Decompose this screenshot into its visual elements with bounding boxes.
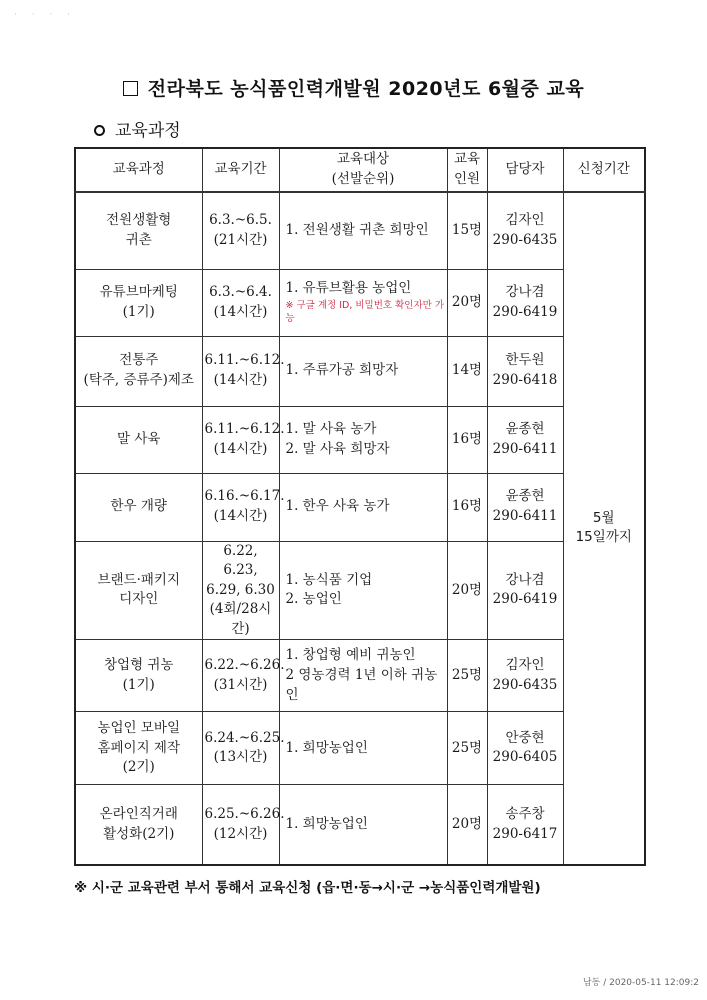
period-cell [202,785,285,865]
manager-line: 290-6405 [492,749,558,766]
course-line: 귀촌 [125,231,152,248]
course-line: 농업인 모바일 [97,719,181,736]
col-period-header [202,148,279,192]
target-item: 1. 주류가공 희망자 [285,362,399,379]
course-cell [75,336,202,406]
col-deadline-header [563,148,645,192]
table-row [75,473,645,541]
section-heading: 교육과정 [94,116,181,141]
period-cell [202,192,279,269]
period-line: 6.16.~6.17. [204,488,285,505]
manager-line: 290-6435 [492,231,558,248]
manager-line: 송주창 [505,806,545,822]
period-line: (14시간) [213,508,268,524]
scan-marks: · · · · [14,10,77,20]
target-cell [279,269,447,336]
target-note: ※ 구글 계정 ID, 비밀번호 확인자만 가능 [285,300,445,325]
course-line: 전통주 [119,352,159,369]
course-cell [75,785,202,865]
table-row [75,640,645,712]
count-cell: 25명 [447,640,487,712]
course-cell [75,712,202,785]
manager-line: 강나겸 [505,571,545,588]
target-cell [279,785,447,865]
manager-line: 290-6411 [492,440,558,457]
course-line: 활성화(2기) [103,825,175,842]
col-manager-header [487,148,563,192]
course-line: 브랜드·패키지 [97,571,181,588]
course-line: 한우 개량 [110,498,167,515]
header-line: 교육기간 [214,161,267,178]
course-line: (탁주, 증류주)제조 [83,372,194,388]
target-cell [279,192,447,269]
course-cell [75,269,202,336]
manager-cell [487,712,563,785]
course-line: 말 사육 [117,430,161,447]
table-row [75,269,645,336]
manager-line: 강나겸 [505,283,545,300]
count-cell: 20명 [447,785,487,865]
target-cell [279,473,447,541]
count-cell: 20명 [447,269,487,336]
period-line: (31시간) [213,676,268,693]
period-line: (14시간) [213,303,268,320]
manager-line: 290-6411 [492,508,558,524]
manager-cell [487,785,563,865]
course-line: (2기) [122,759,155,776]
target-cell [279,406,447,473]
target-item: 2. 말 사육 희망자 [285,440,390,457]
header-line: 인원 [453,171,481,187]
table-header-row [75,148,645,192]
target-item: 1. 농식품 기업 [285,571,373,588]
period-cell [202,269,279,336]
deadline-line: 5월 [592,509,615,526]
period-line: (14시간) [213,440,268,457]
period-line: 6.11.~6.12. [204,420,285,437]
manager-line: 290-6419 [492,303,558,320]
count-cell: 16명 [447,406,487,473]
deadline-cell [563,192,645,865]
table-row [75,712,645,785]
target-item: 2 영농경력 1년 이하 귀농인 [285,667,438,703]
target-cell [279,712,447,785]
period-line: 6.24.~6.25. [204,729,285,746]
manager-line: 290-6419 [492,591,558,608]
manager-line: 윤종현 [505,420,545,437]
period-line: 6.3.~6.5. [209,212,272,229]
period-cell [202,712,285,785]
manager-line: 290-6417 [492,825,558,842]
manager-line: 김자인 [505,657,545,674]
count-cell: 25명 [447,712,487,785]
period-cell [202,336,285,406]
count-cell: 20명 [447,541,487,640]
course-line: 디자인 [119,591,159,608]
period-line: 6.25.~6.26. [204,806,285,822]
print-footer: 남동 / 2020-05-11 12:09:2 [582,978,699,988]
manager-cell [487,640,563,712]
count-cell: 16명 [447,473,487,541]
target-cell [279,640,447,712]
col-course-header [75,148,202,192]
period-line: (14시간) [213,372,268,388]
period-cell [202,541,279,640]
period-line: 6.3.~6.4. [209,283,272,300]
course-cell [75,541,202,640]
course-cell [75,192,202,269]
table-row [75,406,645,473]
target-item: 2. 농업인 [285,591,342,608]
manager-line: 김자인 [505,212,545,229]
table-row [75,336,645,406]
table-row [75,785,645,865]
period-line: 6.22, 6.23, [223,542,258,579]
course-line: 유튜브마케팅 [99,283,178,300]
course-cell [75,406,202,473]
period-cell [202,406,285,473]
count-cell: 15명 [447,192,487,269]
target-item: 1. 창업형 예비 귀농인 [285,647,416,664]
target-cell [279,336,447,406]
target-item: 1. 한우 사육 농가 [285,498,390,515]
period-line: (4회/28시간) [209,601,272,637]
education-table [74,147,646,866]
target-item: 1. 유튜브활용 농업인 [285,279,412,296]
period-line: 6.22.~6.26. [204,657,285,674]
course-line: 창업형 귀농 [104,657,174,674]
manager-cell [487,473,563,541]
header-line: 교육과정 [112,161,165,178]
target-item: 1. 전원생활 귀촌 희망인 [285,221,429,238]
course-line: 온라인직거래 [99,806,178,822]
period-line: 6.29, 6.30 [206,581,275,598]
target-item: 1. 희망농업인 [285,815,368,832]
manager-line: 한두원 [505,352,545,369]
col-count-header [447,148,487,192]
course-line: (1기) [122,676,155,693]
course-line: 전원생활형 [106,212,172,229]
target-item: 1. 말 사육 농가 [285,420,377,437]
page-title: 전라북도 농식품인력개발원 2020년도 6월중 교육 [0,74,707,101]
application-footnote: ※ 시·군 교육관련 부서 통해서 교육신청 (읍·면·동→시·군 →농식품인력개발원) [74,880,541,896]
count-cell: 14명 [447,336,487,406]
period-line: (21시간) [213,231,268,248]
target-cell [279,541,447,640]
course-line: 홈페이지 제작 [97,739,181,756]
table-row [75,541,645,640]
manager-line: 290-6435 [492,676,558,693]
header-line: 신청기간 [577,161,630,178]
header-line: 담당자 [505,161,545,178]
period-cell [202,640,285,712]
manager-line: 290-6418 [492,372,558,388]
course-cell [75,473,202,541]
course-cell [75,640,202,712]
manager-line: 안중현 [505,729,545,746]
manager-cell [487,336,563,406]
course-line: (1기) [122,303,155,320]
col-target-header [279,148,447,192]
table-row [75,192,645,269]
manager-cell [487,541,563,640]
manager-line: 윤종현 [505,488,545,505]
manager-cell [487,269,563,336]
manager-cell [487,192,563,269]
circle-outline-icon [94,125,105,136]
deadline-line: 15일까지 [575,529,632,546]
manager-cell [487,406,563,473]
header-line: 교육 [453,151,481,168]
target-item: 1. 희망농업인 [285,739,368,756]
period-line: (12시간) [213,825,268,842]
period-cell [202,473,285,541]
table-body [75,192,645,865]
header-line: (선발순위) [331,171,395,187]
period-line: 6.11.~6.12. [204,352,285,369]
period-line: (13시간) [213,749,268,766]
header-line: 교육대상 [336,151,390,168]
square-outline-icon [123,81,138,96]
